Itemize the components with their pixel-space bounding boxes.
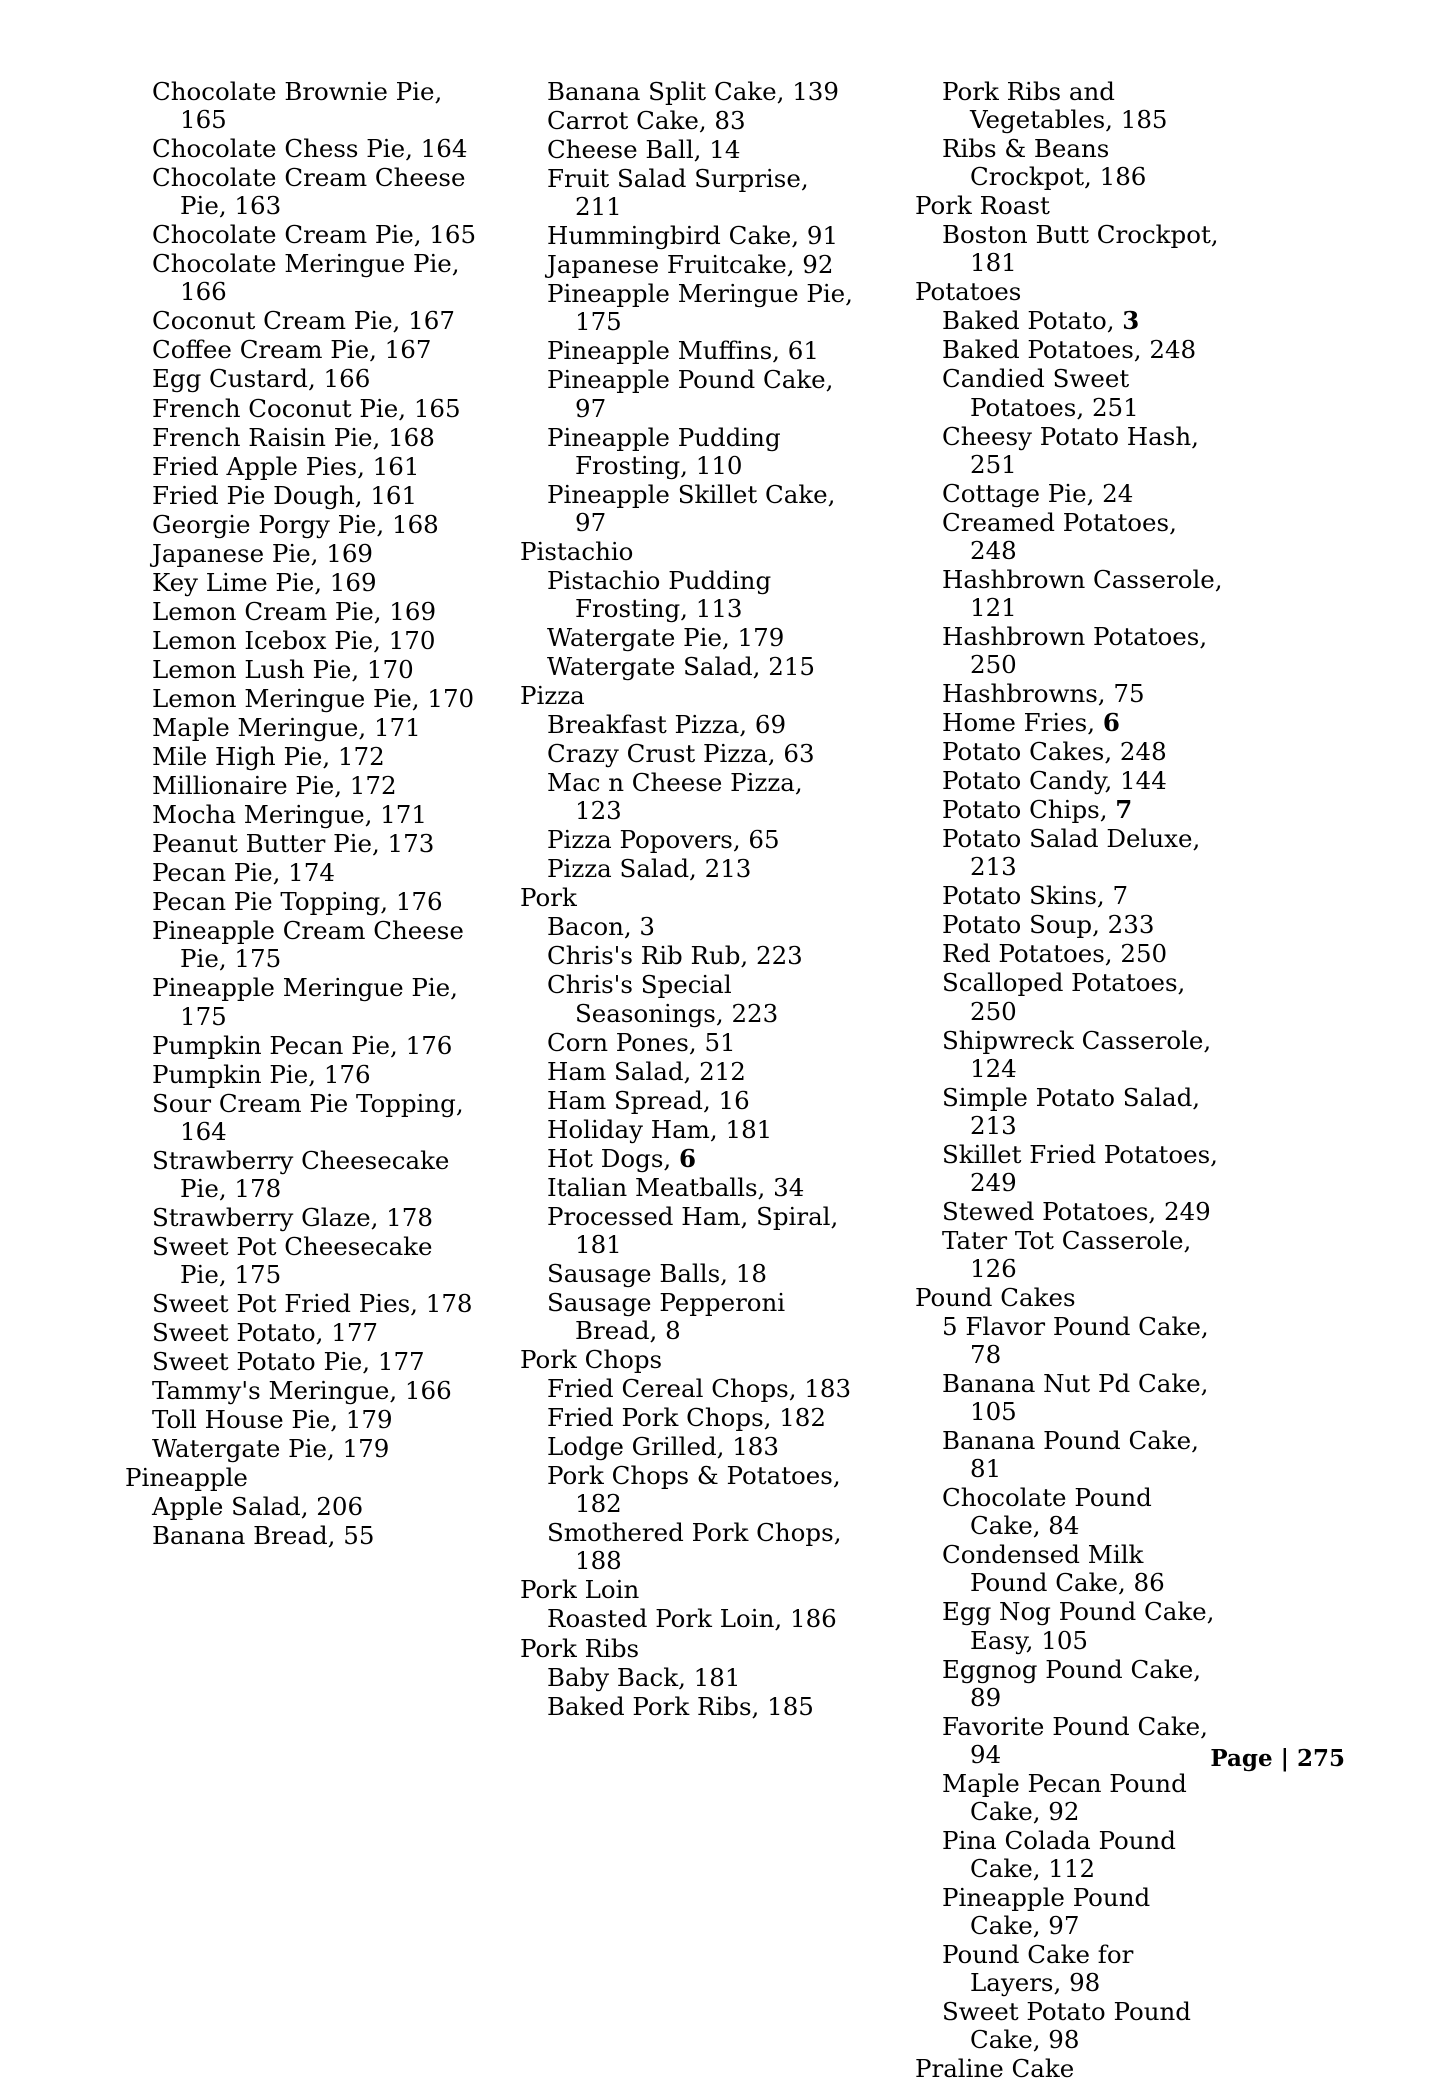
index-entry <box>520 740 853 768</box>
index-entry-text: Banana Split Cake, 139 <box>547 77 839 106</box>
index-entry <box>520 1289 853 1345</box>
index-entry <box>125 395 480 423</box>
index-entry <box>915 1598 1226 1654</box>
index-heading <box>915 1284 1226 1312</box>
index-entry <box>520 1260 853 1288</box>
index-entry <box>915 336 1226 364</box>
index-entry-text: Stewed Potatoes, 249 <box>942 1196 1211 1226</box>
index-heading <box>520 884 853 912</box>
index-entry-text: Lemon Lush Pie, 170 <box>152 654 414 684</box>
index-entry-text: Tammy's Meringue, 166 <box>152 1376 452 1406</box>
index-entry-text: Chocolate Chess Pie, 164 <box>152 134 468 164</box>
index-entry-text: French Coconut Pie, 165 <box>152 393 461 423</box>
index-entry <box>125 917 480 973</box>
index-entry-text: Pork Chops & Potatoes, 182 <box>547 1461 841 1519</box>
index-entry-text: Lemon Icebox Pie, 170 <box>152 625 436 655</box>
index-entry <box>520 424 853 480</box>
index-entry-text: Banana Nut Pd Cake, 105 <box>942 1369 1209 1427</box>
index-entry-text: Egg Custard, 166 <box>152 364 371 394</box>
index-heading <box>520 1635 853 1663</box>
index-entry-text: Crazy Crust Pizza, 63 <box>547 739 815 769</box>
index-entry-text: Sausage Balls, 18 <box>547 1258 767 1288</box>
index-entry-text: Hashbrown Casserole, 121 <box>942 564 1223 622</box>
index-entry <box>915 882 1226 910</box>
index-columns <box>125 78 1345 2084</box>
index-entry <box>125 714 480 742</box>
index-entry-text: Fried Apple Pies, 161 <box>152 451 420 481</box>
index-entry-text: Mile High Pie, 172 <box>152 742 385 772</box>
index-entry-text: Pineapple Meringue Pie, 175 <box>152 973 458 1031</box>
index-entry-text: Pineapple Skillet Cake, 97 <box>547 479 836 537</box>
index-entry <box>125 540 480 568</box>
index-entry <box>125 250 480 306</box>
index-entry <box>915 1427 1226 1483</box>
index-heading <box>520 682 853 710</box>
index-entry <box>125 1032 480 1060</box>
index-entry-text: Potato Chips, <box>942 795 1116 825</box>
index-entry <box>125 772 480 800</box>
index-entry-text: Pork Roast <box>915 191 1050 221</box>
index-entry <box>915 738 1226 766</box>
index-entry-text: Potato Salad Deluxe, 213 <box>942 824 1201 882</box>
index-entry-text: Cheese Ball, 14 <box>547 135 741 165</box>
index-entry-text: Carrot Cake, 83 <box>547 106 746 136</box>
index-entry-text: Fried Pie Dough, 161 <box>152 480 418 510</box>
index-entry-text: Scalloped Potatoes, 250 <box>942 968 1186 1026</box>
index-entry-text: Corn Pones, 51 <box>547 1027 736 1057</box>
index-entry-text: Pineapple Meringue Pie, 175 <box>547 279 853 337</box>
index-entry <box>915 1998 1226 2054</box>
index-entry <box>520 136 853 164</box>
index-entry-page: 3 <box>1122 306 1140 336</box>
index-entry <box>125 164 480 220</box>
index-entry-text: Pork <box>520 883 577 913</box>
index-entry-text: Pizza <box>520 680 585 710</box>
index-entry <box>125 1348 480 1376</box>
index-entry <box>520 624 853 652</box>
index-entry-text: Lemon Meringue Pie, 170 <box>152 683 475 713</box>
index-entry-text: Fried Pork Chops, 182 <box>547 1403 826 1433</box>
index-heading <box>125 1464 480 1492</box>
index-entry-text: Baked Pork Ribs, 185 <box>547 1691 814 1721</box>
index-entry-text: Ham Spread, 16 <box>547 1085 750 1115</box>
index-entry <box>520 222 853 250</box>
index-entry-text: Maple Meringue, 171 <box>152 713 421 743</box>
index-entry-text: Shipwreck Casserole, 124 <box>942 1025 1212 1083</box>
index-entry-text: Sweet Potato Pound Cake, 98 <box>942 1997 1191 2055</box>
index-entry-text: Pork Loin <box>520 1575 640 1605</box>
index-entry <box>520 942 853 970</box>
index-entry <box>125 888 480 916</box>
index-entry-text: Boston Butt Crockpot, 181 <box>942 220 1219 278</box>
index-entry <box>520 711 853 739</box>
index-entry-text: Watergate Pie, 179 <box>152 1434 390 1464</box>
index-entry-text: Pineapple Pound Cake, 97 <box>942 1882 1151 1940</box>
index-entry-text: Candied Sweet Potatoes, 251 <box>942 364 1139 422</box>
index-entry <box>125 743 480 771</box>
index-entry-text: Hot Dogs, <box>547 1143 679 1173</box>
index-entry <box>915 566 1226 622</box>
index-entry <box>125 685 480 713</box>
index-entry <box>520 1087 853 1115</box>
index-entry <box>915 940 1226 968</box>
index-entry-text: Favorite Pound Cake, 94 <box>942 1711 1208 1769</box>
index-entry-text: Baked Potato, <box>942 306 1123 336</box>
index-entry <box>520 251 853 279</box>
index-entry-text: Banana Pound Cake, 81 <box>942 1426 1199 1484</box>
index-entry <box>125 1377 480 1405</box>
index-entry <box>915 1227 1226 1283</box>
index-entry-text: Chocolate Cream Cheese Pie, 163 <box>152 163 466 221</box>
index-entry-text: Watergate Salad, 215 <box>547 651 815 681</box>
index-entry <box>125 511 480 539</box>
index-entry-text: Ribs & Beans Crockpot, 186 <box>942 134 1147 192</box>
index-entry <box>915 1770 1226 1826</box>
index-entry-text: Baked Potatoes, 248 <box>942 335 1197 365</box>
index-entry-text: Lodge Grilled, 183 <box>547 1432 779 1462</box>
index-entry-text: Banana Bread, 55 <box>152 1521 375 1551</box>
index-entry <box>915 1027 1226 1083</box>
index-entry <box>520 826 853 854</box>
index-entry-text: Pineapple Pudding Frosting, 110 <box>547 422 781 480</box>
index-entry-text: Pineapple Muffins, 61 <box>547 336 819 366</box>
index-entry-text: Chocolate Pound Cake, 84 <box>942 1483 1152 1541</box>
index-entry-text: Potato Cakes, 248 <box>942 737 1167 767</box>
index-entry <box>915 1084 1226 1140</box>
index-entry <box>915 1484 1226 1540</box>
index-entry <box>520 78 853 106</box>
index-entry-text: Hummingbird Cake, 91 <box>547 221 839 251</box>
index-entry <box>125 801 480 829</box>
index-entry <box>915 480 1226 508</box>
index-entry <box>125 1290 480 1318</box>
index-entry <box>915 1141 1226 1197</box>
index-entry-text: Strawberry Cheesecake Pie, 178 <box>152 1145 450 1203</box>
index-entry-text: Maple Pecan Pound Cake, 92 <box>942 1768 1187 1826</box>
index-column-1 <box>125 78 498 1551</box>
index-entry-text: Pizza Salad, 213 <box>547 854 752 884</box>
index-entry-text: Sweet Pot Cheesecake Pie, 175 <box>152 1231 433 1289</box>
index-entry <box>520 1203 853 1259</box>
index-entry <box>915 911 1226 939</box>
index-entry-text: Pina Colada Pound Cake, 112 <box>942 1825 1176 1883</box>
index-entry <box>520 1375 853 1403</box>
index-heading <box>520 1346 853 1374</box>
index-entry-text: Skillet Fried Potatoes, 249 <box>942 1139 1218 1197</box>
index-entry-text: Fried Cereal Chops, 183 <box>547 1374 852 1404</box>
index-entry <box>915 1827 1226 1883</box>
index-entry <box>520 1145 853 1173</box>
index-entry-text: Hashbrowns, 75 <box>942 678 1145 708</box>
index-entry-text: Pineapple <box>125 1463 248 1493</box>
index-entry-text: Tater Tot Casserole, 126 <box>942 1225 1192 1283</box>
index-entry-text: Pound Cakes <box>915 1282 1076 1312</box>
index-entry <box>125 569 480 597</box>
index-entry-text: Japanese Fruitcake, 92 <box>547 250 834 280</box>
index-column-2 <box>498 78 871 1722</box>
index-entry <box>520 366 853 422</box>
index-entry-text: Sour Cream Pie Topping, 164 <box>152 1088 464 1146</box>
index-entry-text: Coffee Cream Pie, 167 <box>152 335 432 365</box>
index-entry <box>520 653 853 681</box>
index-entry <box>520 1116 853 1144</box>
index-entry <box>915 709 1226 737</box>
index-entry <box>125 859 480 887</box>
index-heading <box>915 2055 1226 2083</box>
index-entry-page: 6 <box>678 1143 697 1173</box>
index-entry <box>125 974 480 1030</box>
index-entry-text: Japanese Pie, 169 <box>152 538 374 568</box>
index-entry-text: Eggnog Pound Cake, 89 <box>942 1654 1202 1712</box>
index-entry <box>915 1370 1226 1426</box>
index-entry-text: Hashbrown Potatoes, 250 <box>942 621 1208 679</box>
index-entry <box>125 336 480 364</box>
index-entry <box>125 365 480 393</box>
index-entry-text: Praline Cake <box>915 2054 1075 2084</box>
index-entry-text: Key Lime Pie, 169 <box>152 567 377 597</box>
index-entry <box>915 623 1226 679</box>
index-entry <box>125 453 480 481</box>
index-entry-text: Potato Skins, 7 <box>942 881 1129 911</box>
index-entry <box>125 830 480 858</box>
index-entry-text: Pineapple Cream Cheese Pie, 175 <box>152 916 464 974</box>
index-entry-text: Pound Cake for Layers, 98 <box>942 1940 1134 1998</box>
index-entry <box>520 1433 853 1461</box>
index-entry-text: Pumpkin Pie, 176 <box>152 1059 371 1089</box>
index-entry-text: Cottage Pie, 24 <box>942 478 1134 508</box>
index-entry <box>125 1061 480 1089</box>
index-entry-text: Pork Ribs and Vegetables, 185 <box>942 77 1168 135</box>
index-entry-text: Pistachio <box>520 536 634 566</box>
index-entry <box>125 1406 480 1434</box>
index-entry-text: Strawberry Glaze, 178 <box>152 1202 433 1232</box>
index-entry-text: Cheesy Potato Hash, 251 <box>942 421 1199 479</box>
index-entry <box>520 855 853 883</box>
index-heading <box>915 192 1226 220</box>
index-entry <box>520 971 853 1027</box>
index-entry <box>125 221 480 249</box>
index-entry <box>915 135 1226 191</box>
index-entry <box>125 1204 480 1232</box>
index-entry <box>915 1541 1226 1597</box>
index-entry-text: Pork Ribs <box>520 1633 640 1663</box>
index-entry-text: Millionaire Pie, 172 <box>152 771 397 801</box>
index-entry <box>915 969 1226 1025</box>
index-entry <box>520 567 853 623</box>
index-entry <box>915 1713 1226 1769</box>
index-entry-text: Roasted Pork Loin, 186 <box>547 1604 837 1634</box>
index-heading <box>520 1576 853 1604</box>
index-entry <box>520 107 853 135</box>
index-entry <box>125 135 480 163</box>
index-entry-text: Georgie Porgy Pie, 168 <box>152 509 439 539</box>
index-entry-text: Toll House Pie, 179 <box>152 1405 393 1435</box>
index-entry-text: Chris's Special Seasonings, 223 <box>547 970 779 1028</box>
index-entry-text: Watergate Pie, 179 <box>547 622 785 652</box>
index-entry <box>915 1941 1226 1997</box>
index-entry-page: 7 <box>1115 795 1133 825</box>
index-entry-page: 6 <box>1102 708 1120 738</box>
index-entry-text: Sweet Potato Pie, 177 <box>152 1347 425 1377</box>
index-entry <box>520 1404 853 1432</box>
index-entry-text: Red Potatoes, 250 <box>942 939 1168 969</box>
index-entry-text: Ham Salad, 212 <box>547 1056 746 1086</box>
index-entry <box>520 1519 853 1575</box>
index-entry-text: Chris's Rib Rub, 223 <box>547 941 803 971</box>
index-entry <box>125 1435 480 1463</box>
index-entry <box>520 165 853 221</box>
index-entry <box>125 78 480 134</box>
index-entry <box>915 509 1226 565</box>
index-entry <box>915 78 1226 134</box>
index-entry <box>915 1884 1226 1940</box>
index-entry-text: Pumpkin Pecan Pie, 176 <box>152 1030 453 1060</box>
index-entry-text: Pizza Popovers, 65 <box>547 825 780 855</box>
index-entry-text: Potato Candy, 144 <box>942 766 1167 796</box>
index-entry-text: Pistachio Pudding Frosting, 113 <box>547 565 772 623</box>
index-entry-text: Fruit Salad Surprise, 211 <box>547 164 809 222</box>
index-entry <box>520 1462 853 1518</box>
index-entry <box>915 767 1226 795</box>
index-entry <box>520 1174 853 1202</box>
index-entry-text: Italian Meatballs, 34 <box>547 1172 805 1202</box>
index-entry <box>520 1058 853 1086</box>
index-entry-text: Mac n Cheese Pizza, 123 <box>547 768 803 826</box>
index-entry <box>915 307 1226 335</box>
index-entry <box>520 481 853 537</box>
index-entry-text: Processed Ham, Spiral, 181 <box>547 1201 839 1259</box>
index-entry-text: 5 Flavor Pound Cake, 78 <box>942 1312 1209 1370</box>
index-entry-text: Chocolate Cream Pie, 165 <box>152 220 477 250</box>
index-entry <box>125 627 480 655</box>
index-entry <box>915 423 1226 479</box>
index-entry <box>125 1522 480 1550</box>
index-entry-text: Sausage Pepperoni Bread, 8 <box>547 1287 786 1346</box>
index-entry <box>915 1313 1226 1369</box>
index-entry <box>520 1029 853 1057</box>
index-entry-text: Creamed Potatoes, 248 <box>942 507 1177 565</box>
index-entry-text: Pineapple Pound Cake, 97 <box>547 365 834 423</box>
index-entry <box>520 280 853 336</box>
index-entry <box>915 796 1226 824</box>
index-entry-text: Holiday Ham, 181 <box>547 1114 773 1144</box>
index-entry <box>125 1233 480 1289</box>
index-entry <box>125 656 480 684</box>
index-entry-text: Home Fries, <box>942 708 1103 738</box>
index-entry <box>915 825 1226 881</box>
index-entry-text: Pork Chops <box>520 1345 663 1375</box>
index-entry-text: Egg Nog Pound Cake, Easy, 105 <box>942 1597 1215 1655</box>
index-entry <box>520 769 853 825</box>
page-number: Page | 275 <box>1210 1745 1345 1772</box>
index-entry-text: Potatoes <box>915 277 1022 307</box>
index-entry <box>125 598 480 626</box>
index-entry <box>125 1493 480 1521</box>
index-entry-text: Sweet Pot Fried Pies, 178 <box>152 1288 473 1318</box>
index-entry-text: Simple Potato Salad, 213 <box>942 1082 1201 1140</box>
index-entry-text: Chocolate Meringue Pie, 166 <box>152 249 460 307</box>
index-entry <box>915 1656 1226 1712</box>
index-entry-text: Smothered Pork Chops, 188 <box>547 1518 842 1576</box>
index-heading <box>520 538 853 566</box>
index-entry <box>125 1147 480 1203</box>
index-entry-text: Breakfast Pizza, 69 <box>547 710 787 740</box>
index-entry <box>915 365 1226 421</box>
index-entry <box>520 1605 853 1633</box>
index-entry <box>520 1693 853 1721</box>
index-entry-text: Pecan Pie Topping, 176 <box>152 887 443 917</box>
index-entry-text: Lemon Cream Pie, 169 <box>152 596 437 626</box>
index-entry-text: Coconut Cream Pie, 167 <box>152 306 455 336</box>
index-entry <box>915 221 1226 277</box>
index-entry-text: Bacon, 3 <box>547 912 656 942</box>
index-entry-text: Condensed Milk Pound Cake, 86 <box>942 1540 1165 1598</box>
index-column-3 <box>871 78 1244 2084</box>
index-entry <box>125 482 480 510</box>
index-entry-text: French Raisin Pie, 168 <box>152 422 435 452</box>
index-entry-text: Peanut Butter Pie, 173 <box>152 829 435 859</box>
index-entry-text: Apple Salad, 206 <box>152 1492 364 1522</box>
index-entry-text: Sweet Potato, 177 <box>152 1318 379 1348</box>
index-entry <box>125 1319 480 1347</box>
index-entry <box>520 1664 853 1692</box>
index-entry <box>520 337 853 365</box>
index-entry <box>520 913 853 941</box>
index-entry-text: Mocha Meringue, 171 <box>152 800 427 830</box>
index-entry <box>125 307 480 335</box>
index-entry-text: Chocolate Brownie Pie, 165 <box>152 77 443 135</box>
index-entry-text: Baby Back, 181 <box>547 1662 741 1692</box>
index-entry <box>125 1090 480 1146</box>
index-entry-text: Potato Soup, 233 <box>942 910 1155 940</box>
index-entry <box>915 1198 1226 1226</box>
index-entry <box>915 680 1226 708</box>
index-entry-text: Pecan Pie, 174 <box>152 858 335 888</box>
index-entry <box>125 424 480 452</box>
index-heading <box>915 278 1226 306</box>
